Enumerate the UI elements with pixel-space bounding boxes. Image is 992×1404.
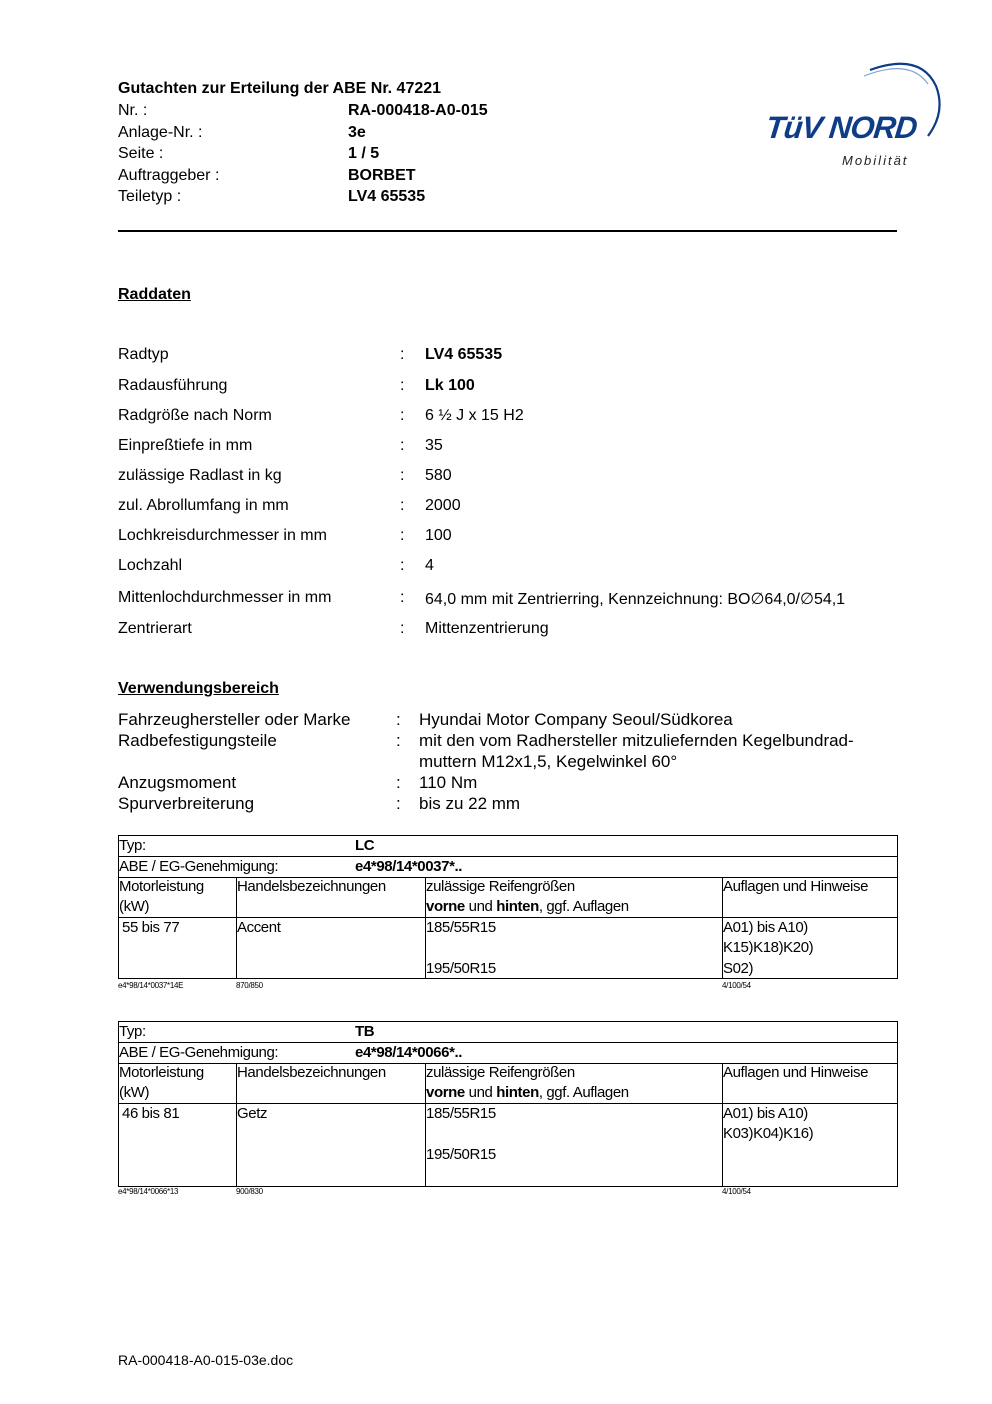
separator-colon: : bbox=[400, 437, 405, 454]
separator-colon: : bbox=[400, 467, 405, 484]
raddaten-row bbox=[118, 589, 918, 613]
vehicle-table-lc bbox=[118, 835, 898, 995]
hinten-label: hinten bbox=[496, 1084, 539, 1101]
header-label: Anlage-Nr. : bbox=[118, 124, 203, 141]
foot-bolt: 4/100/54 bbox=[722, 981, 751, 990]
header-divider bbox=[118, 230, 897, 232]
raddaten-row bbox=[118, 437, 918, 461]
header-value: BORBET bbox=[348, 167, 416, 184]
header-value: 3e bbox=[348, 124, 366, 141]
col-header-names: Handelsbezeichnungen bbox=[237, 1064, 386, 1081]
verwendung-label: Spurverbreiterung bbox=[118, 794, 255, 813]
verwendung-value: 110 Nm bbox=[419, 773, 478, 792]
foot-mass: 900/830 bbox=[236, 1187, 263, 1196]
raddaten-label: Mittenlochdurchmesser in mm bbox=[118, 589, 332, 606]
raddaten-label: Radausführung bbox=[118, 377, 228, 394]
separator-colon: : bbox=[400, 407, 405, 424]
col-header-notes: Auflagen und Hinweise bbox=[723, 1064, 869, 1081]
col-header-tires-sub bbox=[426, 1083, 629, 1103]
raddaten-row bbox=[118, 620, 918, 644]
separator-colon: : bbox=[400, 497, 405, 514]
verwendung-label: Anzugsmoment bbox=[118, 773, 237, 792]
header-label: Seite : bbox=[118, 145, 164, 162]
logo-subtitle: Mobilität bbox=[842, 153, 909, 168]
auflagen-label: , ggf. Auflagen bbox=[538, 1084, 629, 1101]
raddaten-heading: Raddaten bbox=[118, 286, 191, 303]
raddaten-label: Lochzahl bbox=[118, 557, 183, 574]
header-row-teiletyp bbox=[118, 188, 718, 210]
verwendung-value: Hyundai Motor Company Seoul/Südkorea bbox=[419, 710, 733, 729]
raddaten-label: zulässige Radlast in kg bbox=[118, 467, 282, 484]
raddaten-row bbox=[118, 527, 918, 551]
raddaten-label: Einpreßtiefe in mm bbox=[118, 437, 253, 454]
raddaten-row bbox=[118, 557, 918, 581]
typ-value: LC bbox=[355, 837, 375, 854]
col-header-tires: zulässige Reifengrößen bbox=[426, 878, 575, 895]
raddaten-row bbox=[118, 377, 918, 401]
separator-colon: : bbox=[396, 731, 401, 750]
raddaten-label: Radgröße nach Norm bbox=[118, 407, 272, 424]
footer-filename: RA-000418-A0-015-03e.doc bbox=[118, 1352, 294, 1368]
separator-colon: : bbox=[400, 377, 405, 394]
raddaten-value: 100 bbox=[425, 527, 452, 544]
header-value: RA-000418-A0-015 bbox=[348, 102, 488, 119]
separator-colon: : bbox=[400, 557, 405, 574]
header-label: Teiletyp : bbox=[118, 188, 182, 205]
col-header-power: Motorleistung bbox=[119, 1064, 204, 1081]
raddaten-label: Radtyp bbox=[118, 346, 169, 363]
raddaten-label: zul. Abrollumfang in mm bbox=[118, 497, 289, 514]
col-header-tires: zulässige Reifengrößen bbox=[426, 1064, 575, 1081]
header-label: Nr. : bbox=[118, 102, 148, 119]
verwendung-heading: Verwendungsbereich bbox=[118, 680, 279, 697]
vorne-label: vorne bbox=[426, 1084, 465, 1101]
cell-name: Accent bbox=[237, 919, 281, 936]
separator-colon: : bbox=[396, 794, 401, 813]
raddaten-value: 4 bbox=[425, 557, 434, 574]
cell-note: A01) bis A10) bbox=[723, 1105, 808, 1122]
verwendung-value: mit den vom Radhersteller mitzuliefernden Kegelbundrad- bbox=[419, 731, 854, 750]
separator-colon: : bbox=[400, 527, 405, 544]
abe-value: e4*98/14*0066*.. bbox=[355, 1044, 463, 1061]
raddaten-label: Zentrierart bbox=[118, 620, 192, 637]
col-header-notes: Auflagen und Hinweise bbox=[723, 878, 869, 895]
cell-name: Getz bbox=[237, 1105, 268, 1122]
separator-colon: : bbox=[400, 620, 405, 637]
col-header-power-unit: (kW) bbox=[119, 1084, 150, 1101]
vorne-label: vorne bbox=[426, 898, 465, 915]
und-label: und bbox=[464, 898, 497, 915]
cell-power: 55 bis 77 bbox=[122, 919, 180, 936]
raddaten-label: Lochkreisdurchmesser in mm bbox=[118, 527, 327, 544]
raddaten-row bbox=[118, 467, 918, 491]
raddaten-value: LV4 65535 bbox=[425, 346, 503, 363]
header-value: 1 / 5 bbox=[348, 145, 380, 162]
abe-value: e4*98/14*0037*.. bbox=[355, 858, 463, 875]
hinten-label: hinten bbox=[496, 898, 539, 915]
separator-colon: : bbox=[400, 346, 405, 363]
cell-tire: 185/55R15 bbox=[426, 1105, 496, 1122]
verwendung-value: bis zu 22 mm bbox=[419, 794, 521, 813]
raddaten-value: 35 bbox=[425, 437, 443, 454]
verwendung-label: Fahrzeughersteller oder Marke bbox=[118, 710, 351, 729]
raddaten-value: Mittenzentrierung bbox=[425, 620, 549, 637]
separator-colon: : bbox=[396, 773, 401, 792]
raddaten-value: 64,0 mm mit Zentrierring, Kennzeichnung: BO∅64,0/∅54,1 bbox=[425, 591, 846, 608]
document-title: Gutachten zur Erteilung der ABE Nr. 47221 bbox=[118, 80, 442, 97]
typ-value: TB bbox=[355, 1023, 375, 1040]
raddaten-value: Lk 100 bbox=[425, 377, 475, 394]
raddaten-value: 580 bbox=[425, 467, 452, 484]
cell-tire: 185/55R15 bbox=[426, 919, 496, 936]
header-row-seite bbox=[118, 145, 718, 167]
raddaten-row bbox=[118, 497, 918, 521]
cell-tire: 195/50R15 bbox=[426, 960, 496, 977]
separator-colon: : bbox=[400, 589, 405, 606]
cell-note: K15)K18)K20) bbox=[723, 939, 814, 956]
verwendung-value: muttern M12x1,5, Kegelwinkel 60° bbox=[419, 752, 678, 771]
und-label: und bbox=[464, 1084, 497, 1101]
typ-label: Typ: bbox=[119, 1023, 146, 1040]
header-value: LV4 65535 bbox=[348, 188, 426, 205]
separator-colon: : bbox=[396, 710, 401, 729]
col-header-power-unit: (kW) bbox=[119, 898, 150, 915]
header-label: Auftraggeber : bbox=[118, 167, 220, 184]
raddaten-value: 6 ½ J x 15 H2 bbox=[425, 407, 524, 424]
abe-label: ABE / EG-Genehmigung: bbox=[119, 1044, 279, 1061]
tuv-nord-logo bbox=[760, 56, 950, 176]
raddaten-row bbox=[118, 407, 918, 431]
vehicle-table-tb bbox=[118, 1021, 898, 1201]
abe-label: ABE / EG-Genehmigung: bbox=[119, 858, 279, 875]
raddaten-row bbox=[118, 346, 918, 370]
header-row-auftraggeber bbox=[118, 167, 718, 189]
foot-code: e4*98/14*0066*13 bbox=[118, 1187, 179, 1196]
col-header-tires-sub bbox=[426, 897, 629, 917]
cell-note: S02) bbox=[723, 960, 754, 977]
col-header-power: Motorleistung bbox=[119, 878, 204, 895]
cell-tire: 195/50R15 bbox=[426, 1146, 496, 1163]
foot-bolt: 4/100/54 bbox=[722, 1187, 751, 1196]
cell-note: A01) bis A10) bbox=[723, 919, 808, 936]
auflagen-label: , ggf. Auflagen bbox=[538, 898, 629, 915]
cell-power: 46 bis 81 bbox=[122, 1105, 180, 1122]
typ-label: Typ: bbox=[119, 837, 146, 854]
raddaten-value: 2000 bbox=[425, 497, 461, 514]
cell-note: K03)K04)K16) bbox=[723, 1125, 814, 1142]
verwendung-label: Radbefestigungsteile bbox=[118, 731, 277, 750]
foot-mass: 870/850 bbox=[236, 981, 263, 990]
col-header-names: Handelsbezeichnungen bbox=[237, 878, 386, 895]
logo-brand: TüV NORD bbox=[764, 110, 919, 145]
header-row-nr bbox=[118, 102, 718, 124]
header-row-anlage bbox=[118, 124, 718, 146]
foot-code: e4*98/14*0037*14E bbox=[118, 981, 184, 990]
